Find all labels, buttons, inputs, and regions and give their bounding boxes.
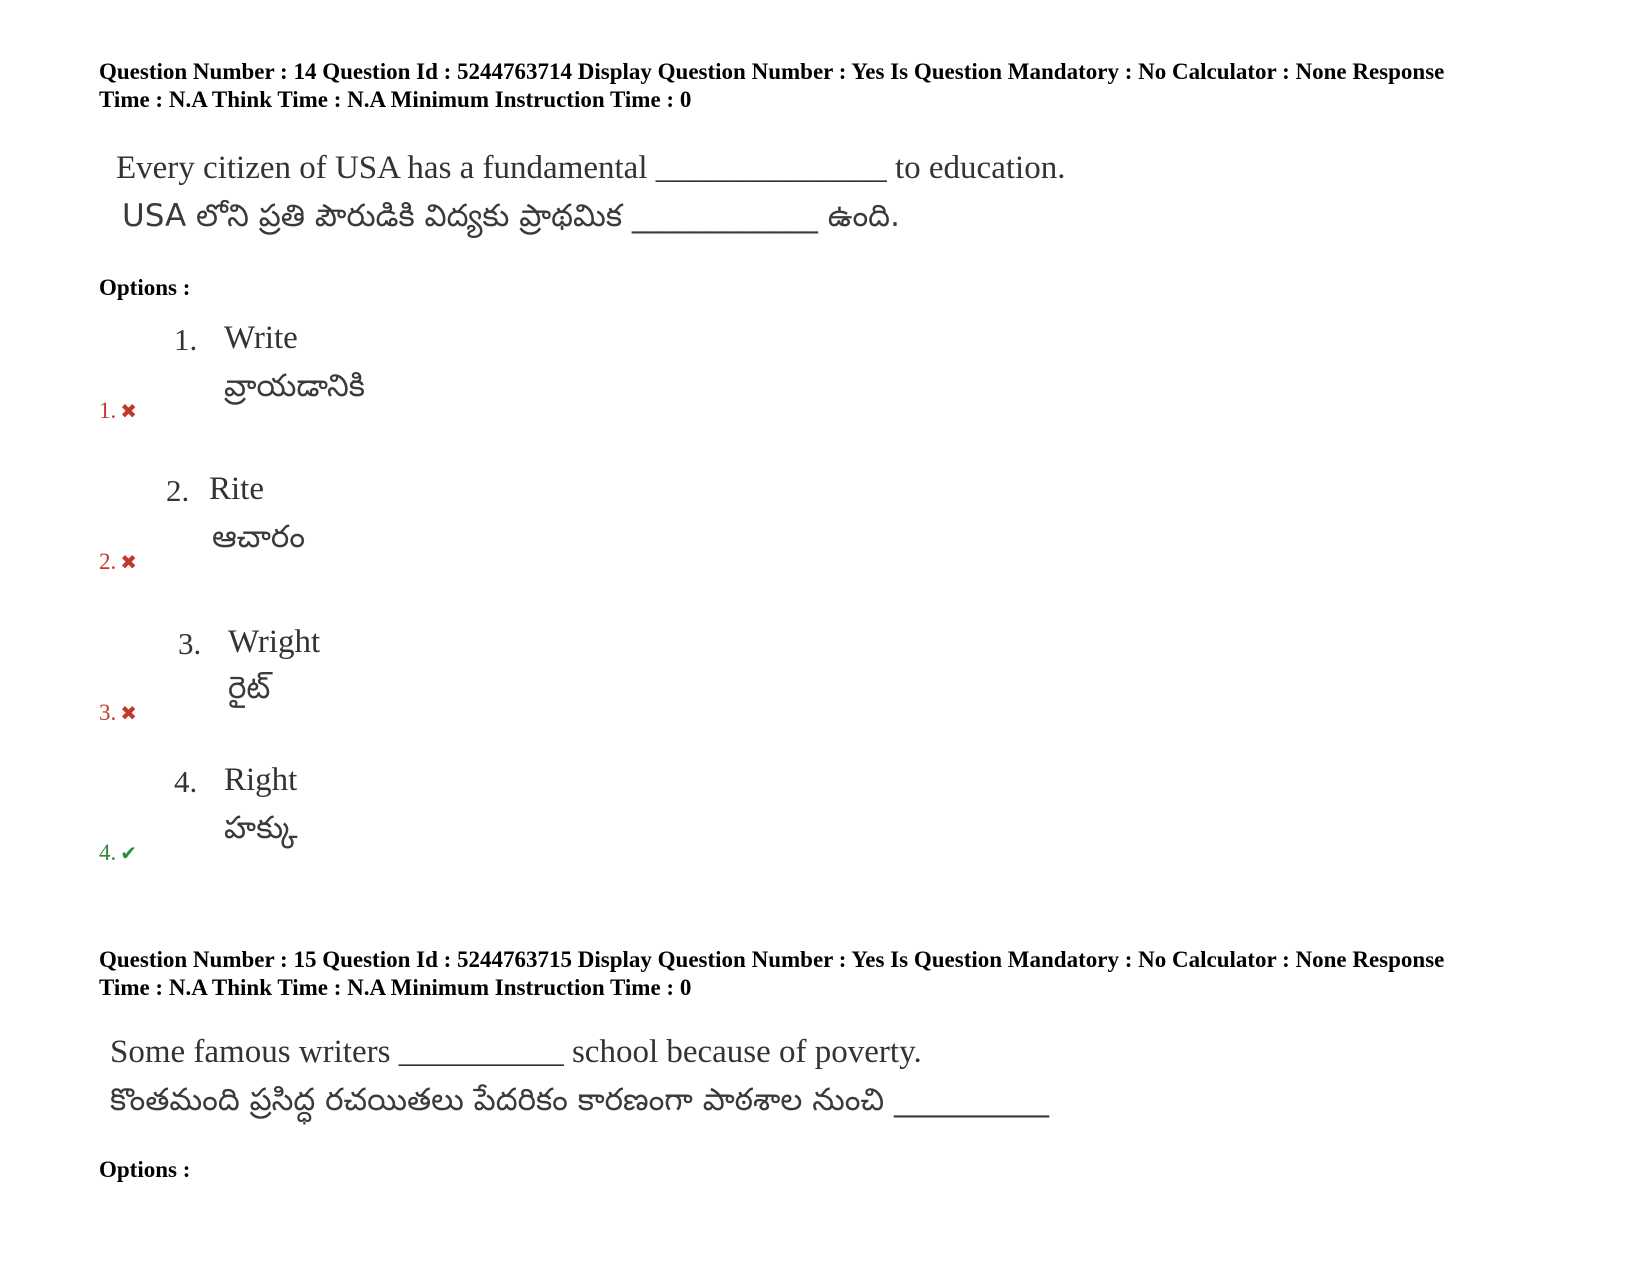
options-label: Options : (99, 275, 191, 300)
question-text-english: Some famous writers __________ school because of poverty. (110, 1034, 922, 1070)
question-15-header (99, 946, 1599, 1002)
option-number: 1. (174, 322, 198, 357)
cross-icon: ✖ (120, 401, 138, 423)
option-marker-number: 3. (99, 700, 117, 725)
option-text-english: Right (224, 762, 298, 798)
option-number: 4. (174, 764, 198, 799)
check-icon: ✔ (120, 843, 138, 865)
option-marker-number: 4. (99, 840, 117, 865)
question-14-text (116, 144, 1065, 240)
option-text-telugu: ఆచారం (212, 519, 306, 555)
question-header-line2: Time : N.A Think Time : N.A Minimum Instruction Time : 0 (99, 87, 692, 112)
question-header-line2: Time : N.A Think Time : N.A Minimum Instruction Time : 0 (99, 975, 692, 1000)
cross-icon: ✖ (120, 703, 138, 725)
option-number: 3. (178, 626, 202, 661)
option-2[interactable] (0, 469, 1651, 589)
option-3[interactable] (0, 622, 1651, 742)
option-status-marker (99, 840, 137, 866)
option-text-english: Wright (228, 624, 321, 660)
option-text-english: Rite (209, 471, 264, 507)
option-status-marker (99, 549, 137, 575)
option-text-telugu: రైట్ (228, 670, 271, 706)
question-header-line1: Question Number : 14 Question Id : 5244763714 Display Question Number : Yes Is Question Mandatory : No Calculator : None Response (99, 59, 1445, 84)
option-number: 2. (166, 473, 190, 508)
question-14-header (99, 58, 1599, 114)
option-marker-number: 2. (99, 549, 117, 574)
question-text-telugu: కొంతమంది ప్రసిద్ధ రచయితలు పేదరికం కారణంగా పాఠశాల నుంచి __________ (110, 1082, 1050, 1118)
option-4[interactable] (0, 760, 1651, 880)
option-text-telugu: హక్కు (224, 810, 298, 846)
option-1[interactable] (0, 318, 1651, 438)
option-status-marker (99, 700, 137, 726)
options-label: Options : (99, 1157, 191, 1182)
question-text-telugu: USA లోని ప్రతి పౌరుడికి విద్యకు ప్రాథమిక ____________ ఉంది. (122, 198, 900, 234)
option-status-marker (99, 398, 137, 424)
question-15-text (110, 1028, 1049, 1124)
option-marker-number: 1. (99, 398, 117, 423)
question-text-english: Every citizen of USA has a fundamental ______________ to education. (116, 150, 1066, 186)
option-text-telugu: వ్రాయడానికి (224, 368, 365, 404)
cross-icon: ✖ (120, 552, 138, 574)
option-text-english: Write (224, 320, 298, 356)
question-header-line1: Question Number : 15 Question Id : 5244763715 Display Question Number : Yes Is Question Mandatory : No Calculator : None Response (99, 947, 1445, 972)
